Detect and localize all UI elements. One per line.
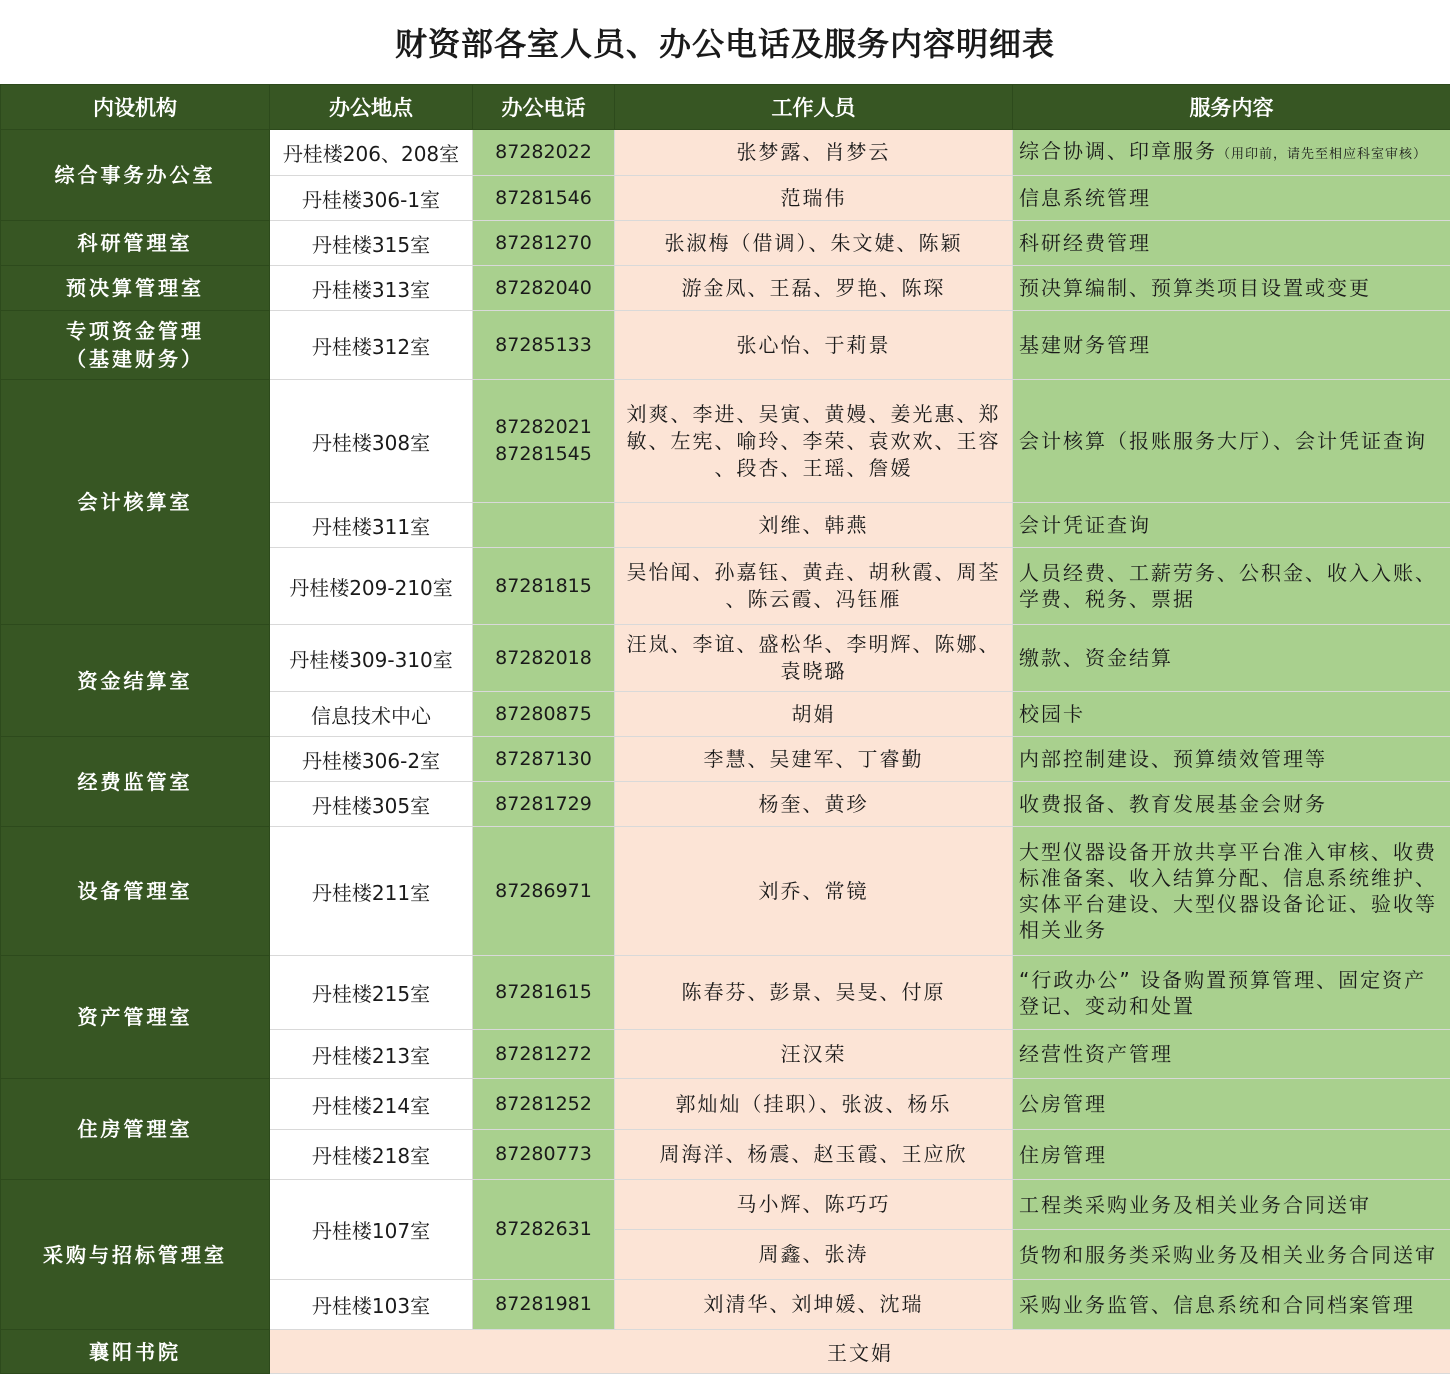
staff-cell: [615, 548, 1013, 625]
phone-cell: 87282040: [473, 266, 615, 311]
table-row: [1, 956, 1450, 1030]
table-row: [1, 827, 1450, 956]
service-cell: 会计凭证查询: [1013, 503, 1450, 548]
table-row: [1, 1180, 1450, 1230]
staff-cell: [615, 625, 1013, 692]
phone-cell: 87285133: [473, 311, 615, 380]
header-location: 办公地点: [270, 85, 473, 130]
phone-cell: 87281815: [473, 548, 615, 625]
service-cell: 信息系统管理: [1013, 176, 1450, 221]
phone-cell: [473, 380, 615, 503]
location-cell: 丹桂楼218室: [270, 1130, 473, 1180]
header-staff: 工作人员: [615, 85, 1013, 130]
table-row: [1, 380, 1450, 503]
staff-line: 、段杏、王瑶、詹媛: [714, 455, 913, 480]
staff-cell: 郭灿灿（挂职）、张波、杨乐: [615, 1079, 1013, 1130]
dept-cell: 住房管理室: [1, 1079, 270, 1180]
staff-cell: 杨奎、黄珍: [615, 782, 1013, 827]
service-line: 相关业务: [1019, 918, 1107, 942]
dept-cell: [1, 311, 270, 380]
phone-cell: 87281546: [473, 176, 615, 221]
staff-line: 汪岚、李谊、盛松华、李明辉、陈娜、: [626, 632, 1001, 656]
phone-cell: 87281615: [473, 956, 615, 1030]
service-cell: 科研经费管理: [1013, 221, 1450, 266]
location-cell: 丹桂楼107室: [270, 1180, 473, 1280]
service-line: 实体平台建设、大型仪器设备论证、验收等: [1019, 892, 1437, 916]
service-cell: [1013, 130, 1450, 176]
service-cell: 住房管理: [1013, 1130, 1450, 1180]
phone-cell: [473, 503, 615, 548]
dept-cell: 资金结算室: [1, 625, 270, 737]
location-cell: 丹桂楼311室: [270, 503, 473, 548]
header-service: 服务内容: [1013, 85, 1450, 130]
staff-line: 敏、左宪、喻玲、李荣、袁欢欢、王容: [626, 428, 1001, 453]
service-line: “行政办公” 设备购置预算管理、固定资产: [1019, 967, 1427, 992]
service-cell: 缴款、资金结算: [1013, 625, 1450, 692]
service-cell: [1013, 956, 1450, 1030]
phone-cell: 87281270: [473, 221, 615, 266]
location-cell: 丹桂楼305室: [270, 782, 473, 827]
service-cell: 工程类采购业务及相关业务合同送审: [1013, 1180, 1450, 1230]
header-phone: 办公电话: [473, 85, 615, 130]
staff-cell: 王文娟: [270, 1330, 1450, 1374]
phone-cell: 87282018: [473, 625, 615, 692]
table-row: [1, 625, 1450, 692]
location-cell: 丹桂楼313室: [270, 266, 473, 311]
staff-cell: 胡娟: [615, 692, 1013, 737]
phone-cell: 87280875: [473, 692, 615, 737]
phone-line: 87281545: [495, 443, 592, 465]
location-cell: 丹桂楼103室: [270, 1280, 473, 1330]
service-cell: 预决算编制、预算类项目设置或变更: [1013, 266, 1450, 311]
staff-cell: 汪汉荣: [615, 1030, 1013, 1079]
phone-cell: 87286971: [473, 827, 615, 956]
service-cell: 收费报备、教育发展基金会财务: [1013, 782, 1450, 827]
table-row: [1, 1330, 1450, 1374]
dept-cell: 综合事务办公室: [1, 130, 270, 221]
phone-cell: 87281252: [473, 1079, 615, 1130]
staff-cell: 游金凤、王磊、罗艳、陈琛: [615, 266, 1013, 311]
dept-cell: 预决算管理室: [1, 266, 270, 311]
dept-cell: 设备管理室: [1, 827, 270, 956]
header-row: [1, 85, 1450, 130]
dept-cell: 经费监管室: [1, 737, 270, 827]
staff-line: 、陈云霞、冯钰雁: [725, 587, 902, 611]
location-cell: 丹桂楼213室: [270, 1030, 473, 1079]
location-cell: 丹桂楼308室: [270, 380, 473, 503]
dept-cell: 资产管理室: [1, 956, 270, 1079]
service-cell: 采购业务监管、信息系统和合同档案管理: [1013, 1280, 1450, 1330]
dept-cell: 科研管理室: [1, 221, 270, 266]
service-cell: [1013, 548, 1450, 625]
service-note: （用印前，请先至相应科室审核）: [1217, 146, 1428, 162]
dept-cell: 采购与招标管理室: [1, 1180, 270, 1330]
location-cell: 丹桂楼312室: [270, 311, 473, 380]
table-row: [1, 266, 1450, 311]
dept-line: 专项资金管理: [66, 319, 204, 343]
staff-line: 吴怡闻、孙嘉钰、黄垚、胡秋霞、周荃: [626, 560, 1001, 584]
staff-cell: 陈春芬、彭景、吴旻、付原: [615, 956, 1013, 1030]
table-row: [1, 737, 1450, 782]
phone-cell: 87281729: [473, 782, 615, 827]
table-row: [1, 130, 1450, 176]
phone-cell: 87281272: [473, 1030, 615, 1079]
location-cell: 丹桂楼206、208室: [270, 130, 473, 176]
table-row: [1, 1079, 1450, 1130]
service-cell: 货物和服务类采购业务及相关业务合同送审: [1013, 1230, 1450, 1280]
phone-cell: 87282022: [473, 130, 615, 176]
service-line: 登记、变动和处置: [1019, 993, 1195, 1018]
location-cell: 丹桂楼309-310室: [270, 625, 473, 692]
staff-cell: 张梦露、肖梦云: [615, 130, 1013, 176]
location-cell: 丹桂楼211室: [270, 827, 473, 956]
staff-cell: 张心怡、于莉景: [615, 311, 1013, 380]
location-cell: 丹桂楼215室: [270, 956, 473, 1030]
service-cell: 公房管理: [1013, 1079, 1450, 1130]
table-row: [1, 221, 1450, 266]
staff-cell: 李慧、吴建军、丁睿勤: [615, 737, 1013, 782]
phone-line: 87282021: [495, 416, 592, 438]
staff-directory-table: [0, 84, 1450, 1374]
staff-line: 刘爽、李进、吴寅、黄嫚、姜光惠、郑: [626, 401, 1001, 426]
service-line: 标准备案、收入结算分配、信息系统维护、: [1019, 866, 1437, 890]
phone-cell: 87282631: [473, 1180, 615, 1280]
service-line: 人员经费、工薪劳务、公积金、收入入账、: [1019, 561, 1437, 585]
staff-cell: 刘乔、常镜: [615, 827, 1013, 956]
location-cell: 丹桂楼306-1室: [270, 176, 473, 221]
dept-cell: 会计核算室: [1, 380, 270, 625]
service-cell: 会计核算（报账服务大厅）、会计凭证查询: [1013, 380, 1450, 503]
service-line: 大型仪器设备开放共享平台准入审核、收费: [1019, 840, 1437, 864]
service-line: 学费、税务、票据: [1019, 587, 1195, 611]
staff-cell: 马小辉、陈巧巧: [615, 1180, 1013, 1230]
staff-cell: 周海洋、杨震、赵玉霞、王应欣: [615, 1130, 1013, 1180]
service-text: 综合协调、印章服务: [1019, 138, 1217, 163]
service-cell: 校园卡: [1013, 692, 1450, 737]
location-cell: 信息技术中心: [270, 692, 473, 737]
page-title: 财资部各室人员、办公电话及服务内容明细表: [394, 25, 1055, 63]
service-cell: 经营性资产管理: [1013, 1030, 1450, 1079]
location-cell: 丹桂楼214室: [270, 1079, 473, 1130]
staff-line: 袁晓璐: [780, 659, 847, 683]
table-row: [1, 311, 1450, 380]
location-cell: 丹桂楼306-2室: [270, 737, 473, 782]
phone-cell: 87280773: [473, 1130, 615, 1180]
phone-cell: 87287130: [473, 737, 615, 782]
staff-cell: 刘清华、刘坤媛、沈瑞: [615, 1280, 1013, 1330]
location-cell: 丹桂楼315室: [270, 221, 473, 266]
staff-cell: 张淑梅（借调）、朱文婕、陈颖: [615, 221, 1013, 266]
service-cell: 内部控制建设、预算绩效管理等: [1013, 737, 1450, 782]
location-cell: 丹桂楼209-210室: [270, 548, 473, 625]
service-cell: 基建财务管理: [1013, 311, 1450, 380]
staff-cell: 刘维、韩燕: [615, 503, 1013, 548]
dept-cell: 襄阳书院: [1, 1330, 270, 1374]
dept-line: （基建财务）: [66, 347, 204, 371]
header-dept: 内设机构: [1, 85, 270, 130]
staff-cell: 范瑞伟: [615, 176, 1013, 221]
staff-cell: 周鑫、张涛: [615, 1230, 1013, 1280]
staff-cell: [615, 380, 1013, 503]
phone-cell: 87281981: [473, 1280, 615, 1330]
service-cell: [1013, 827, 1450, 956]
